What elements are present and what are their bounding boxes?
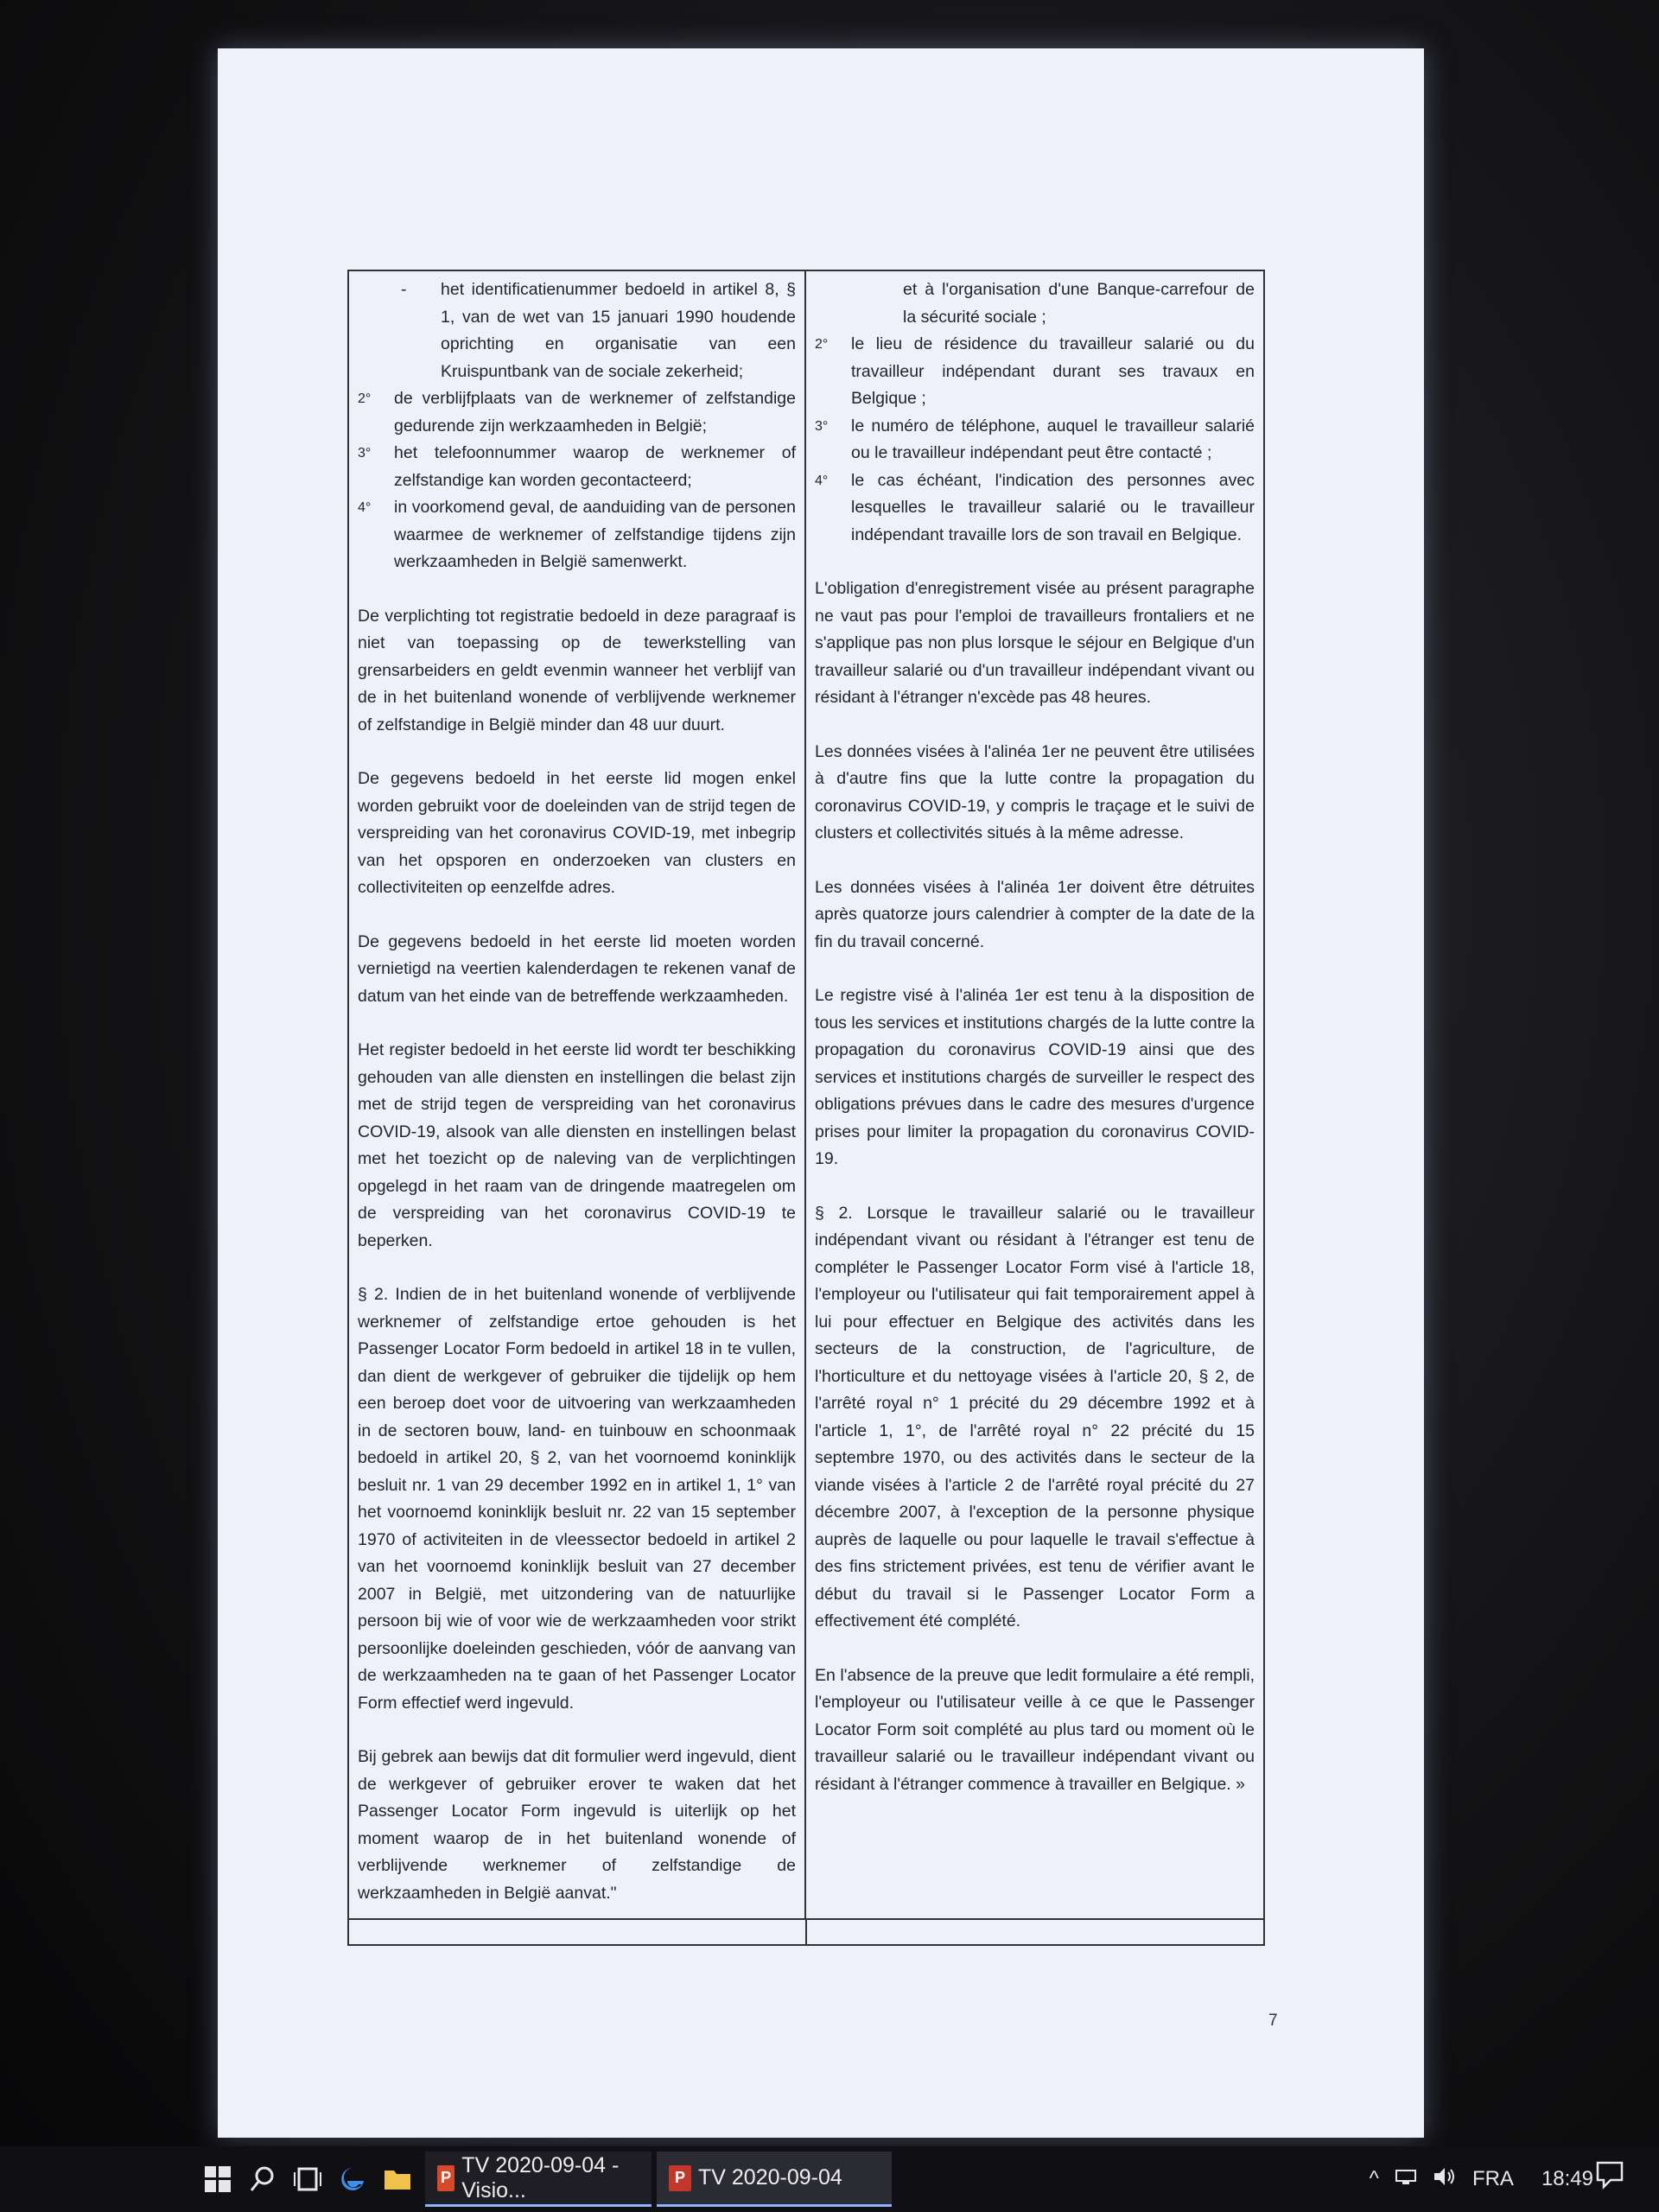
list-item <box>815 413 1255 467</box>
bilingual-table <box>347 270 1265 1946</box>
document-page <box>218 48 1424 2138</box>
list-item-text: le numéro de téléphone, auquel le travailleur salarié ou le travailleur indépendant peut être contacté ; <box>851 416 1255 462</box>
list-item <box>358 385 796 440</box>
taskbar <box>0 2146 1659 2212</box>
notification-icon[interactable] <box>1595 2160 1624 2190</box>
paragraph: De gegevens bedoeld in het eerste lid moeten worden vernietigd na veertien kalenderdagen te rekenen vanaf de datum van het einde van de betreffende werkzaamheden. <box>358 931 796 1006</box>
dutch-column <box>349 271 806 1918</box>
page-number: 7 <box>1268 2012 1278 2030</box>
pdf-icon: P <box>669 2165 691 2191</box>
system-tray <box>1370 2146 1593 2212</box>
item-number: 3° <box>358 446 372 461</box>
paragraph: En l'absence de la preuve que ledit formulaire a été rempli, l'employeur ou l'utilisateur veille à ce que le Passenger Locator Form soit complété au plus tard ou moment où le travailleur salarié ou le travailleur indépendant vivant ou résidant à l'étranger commence à travailler en Belgique. » <box>815 1665 1255 1794</box>
paragraph: De verplichting tot registratie bedoeld in deze paragraaf is niet van toepassing op de tewerkstelling van grensarbeiders en geldt evenmin wanneer het verblijf van de in het buitenland wonende of verblijvende werknemer of zelfstandige in België minder dan 48 uur duurt. <box>358 606 796 734</box>
powerpoint-icon: P <box>437 2165 454 2191</box>
paragraph: § 2. Indien de in het buitenland wonende of verblijvende werknemer of zelfstandige ertoe gehouden is het Passenger Locator Form bedoeld in artikel 18 in te vullen, dan dient de werkgever of gebruiker die tijdelijk op hem een beroep doet voor de uitvoering van werkzaamheden in de sectoren bouw, land- en tuinbouw en schoonmaak bedoeld in artikel 20, § 2, van het voornoemd koninklijk besluit nr. 1 van 29 december 1992 en in artikel 1, 1° van het voornoemd koninklijk besluit nr. 22 van 15 september 1970 of activiteiten in de vleessector bedoeld in artikel 2 van het voornoemd koninklijk besluit van 27 december 2007 in België, met uitzondering van de natuurlijke persoon bij wie of voor wie de werkzaamheden voor strikt persoonlijke doeleinden geschieden, vóór de aanvang van de werkzaamheden na te gaan of het Passenger Locator Form effectief werd ingevuld. <box>358 1285 796 1713</box>
bullet-marker: - <box>401 280 407 299</box>
item-number: 4° <box>358 500 372 515</box>
clock[interactable]: 18:49 <box>1541 2167 1593 2190</box>
table-row <box>349 271 1263 1918</box>
language-indicator[interactable]: FRA <box>1471 2167 1514 2190</box>
intro-text: et à l'organisation d'une Banque-carrefour de la sécurité sociale ; <box>903 280 1255 327</box>
network-icon[interactable] <box>1395 2167 1417 2192</box>
list-item <box>815 467 1255 550</box>
list-item-text: le lieu de résidence du travailleur salarié ou du travailleur indépendant durant ses travaux en Belgique ; <box>851 334 1255 408</box>
item-number: 2° <box>358 391 372 406</box>
show-hidden-icons-button[interactable]: ^ <box>1369 2167 1379 2190</box>
windows-logo-icon[interactable] <box>195 2153 240 2205</box>
item-number: 3° <box>815 418 829 434</box>
taskbar-app-label: TV 2020-09-04 <box>698 2165 842 2190</box>
table-empty-row <box>349 1918 1263 1944</box>
list-item <box>358 494 796 576</box>
list-item-text: de verblijfplaats van de werknemer of zelfstandige gedurende zijn werkzaamheden in België; <box>394 389 796 435</box>
item-number: 4° <box>815 473 829 488</box>
empty-cell <box>349 1920 807 1944</box>
list-item <box>358 440 796 494</box>
taskbar-app-label: TV 2020-09-04 - Visio... <box>461 2152 620 2202</box>
paragraph: Het register bedoeld in het eerste lid wordt ter beschikking gehouden van alle diensten en instellingen die belast zijn met de strijd tegen de verspreiding van het coronavirus COVID-19, alsook van alle diensten en instellingen belast met het toezicht op de naleving van de verplichtingen opgelegd in het raam van de dringende maatregelen om de verspreiding van het coronavirus COVID-19 te beperken. <box>358 1040 796 1250</box>
paragraph: De gegevens bedoeld in het eerste lid mogen enkel worden gebruikt voor de doeleinden van de strijd tegen de verspreiding van het coronavirus COVID-19, met inbegrip van het opsporen en onderzoeken van clusters en collectiviteiten op eenzelfde adres. <box>358 769 796 897</box>
edge-icon[interactable] <box>330 2153 375 2205</box>
list-item-text: in voorkomend geval, de aanduiding van de personen waarmee de werknemer of zelfstandige tijdens zijn werkzaamheden in België samenwerkt. <box>394 498 796 571</box>
list-item <box>815 331 1255 413</box>
french-column <box>806 271 1263 1918</box>
paragraph: § 2. Lorsque le travailleur salarié ou le travailleur indépendant vivant ou résidant à l'étranger est tenu de compléter le Passenger Locator Form visé à l'article 18, l'employeur ou l'utilisateur qui fait temporairement appel à lui pour effectuer en Belgique des activités dans les secteurs de la construction, de l'agriculture, de l'horticulture et du nettoyage visées à l'article 20, § 2, de l'arrêté royal n° 1 précité du 29 décembre 1992 et à l'article 1, 1°, de l'arrêté royal n° 22 précité du 15 septembre 1970, ou des activités dans le secteur de la viande visées à l'article 2 de l'arrêté royal précité du 27 décembre 2007, à l'exception de la personne physique auprès de laquelle ou pour laquelle le travail s'effectue à des fins strictement privées, est tenu de vérifier avant le début du travail si le Passenger Locator Form a effectivement été complété. <box>815 1203 1255 1630</box>
volume-icon[interactable] <box>1433 2166 1457 2193</box>
empty-cell <box>807 1920 1263 1944</box>
item-number: 2° <box>815 337 829 352</box>
list-item-text: het telefoonnummer waarop de werknemer of zelfstandige kan worden gecontacteerd; <box>394 443 796 490</box>
folder-icon[interactable] <box>375 2153 420 2205</box>
paragraph: Les données visées à l'alinéa 1er ne peuvent être utilisées à d'autre fins que la lutte contre la propagation du coronavirus COVID-19, y compris le traçage et le suivi de clusters et collectivités situés à la même adresse. <box>815 741 1255 842</box>
search-icon[interactable] <box>240 2153 285 2205</box>
taskbar-app-visio[interactable] <box>425 2152 652 2207</box>
paragraph: Le registre visé à l'alinéa 1er est tenu à la disposition de tous les services et institutions chargés de la lutte contre la propagation du coronavirus COVID-19 ainsi que des services et institutions chargés de surveiller le respect des obligations prévues dans le cadre des mesures d'urgence prises pour limiter la propagation du coronavirus COVID-19. <box>815 986 1255 1168</box>
list-item <box>358 276 796 385</box>
list-item-text: het identificatienummer bedoeld in artikel 8, § 1, van de wet van 15 januari 1990 houdende oprichting en organisatie van een Kruispuntbank van de sociale zekerheid; <box>441 280 796 381</box>
paragraph: Les données visées à l'alinéa 1er doivent être détruites après quatorze jours calendrier à compter de la date de la fin du travail concerné. <box>815 877 1255 951</box>
paragraph: Bij gebrek aan bewijs dat dit formulier werd ingevuld, dient de werkgever of gebruiker erover te waken dat het Passenger Locator Form ingevuld is uiterlijk op het moment waarop de in het buitenland wonende of verblijvende werknemer of zelfstandige de werkzaamheden in België aanvat." <box>358 1747 796 1903</box>
paragraph: L'obligation d'enregistrement visée au présent paragraphe ne vaut pas pour l'emploi de travailleurs frontaliers et ne s'applique pas non plus lorsque le séjour en Belgique d'un travailleur salarié ou d'un travailleur indépendant vivant ou résidant à l'étranger n'excède pas 48 heures. <box>815 579 1255 707</box>
task-view-icon[interactable] <box>285 2153 330 2205</box>
taskbar-app-pdf[interactable] <box>657 2152 892 2207</box>
list-item-text: le cas échéant, l'indication des personnes avec lesquelles le travailleur salarié ou le travailleur indépendant travaille lors de son travail en Belgique. <box>851 470 1255 544</box>
